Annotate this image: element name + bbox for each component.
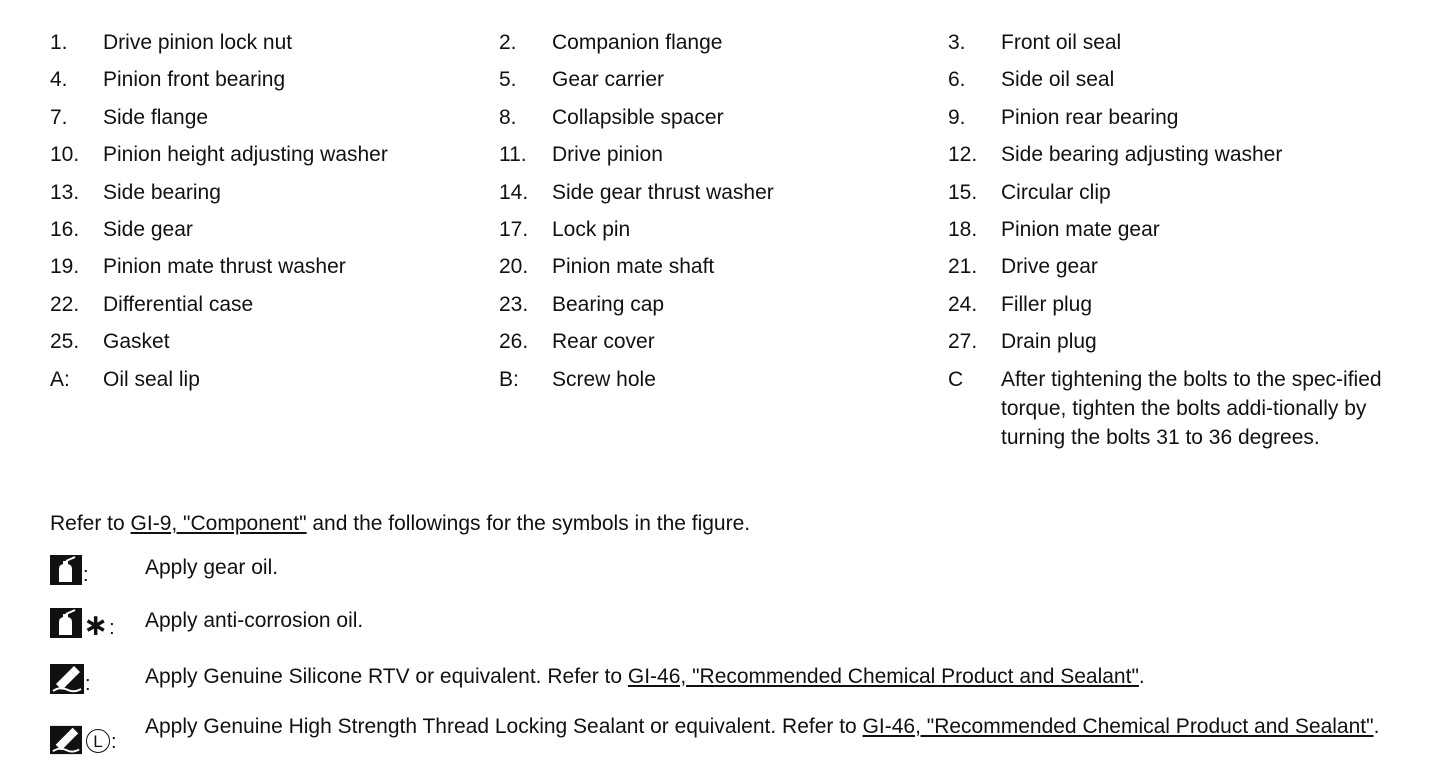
part-number: 20. — [499, 255, 529, 279]
gi-46-sealant-link-2[interactable]: GI-46, "Recommended Chemical Product and Sealant" — [862, 715, 1374, 738]
part-name: Side flange — [103, 105, 209, 129]
part-name: Side bearing — [103, 180, 221, 204]
symbol-row-silicone — [50, 662, 1385, 694]
part-item — [948, 290, 1386, 319]
symbol-reference-note — [50, 509, 750, 538]
part-item — [50, 103, 208, 132]
oil-can-icon — [50, 555, 82, 585]
parts-row — [50, 103, 1410, 140]
part-number: 7. — [50, 105, 68, 129]
part-name: Side gear — [103, 217, 193, 241]
part-item — [50, 327, 170, 356]
part-name: Pinion front bearing — [103, 68, 286, 92]
part-item — [948, 215, 1386, 244]
part-item — [499, 290, 664, 319]
part-name: Pinion rear bearing — [1001, 105, 1179, 129]
parts-row — [50, 365, 1410, 449]
silicone-text-main: Apply Genuine Silicone RTV or equivalent. Refer to — [145, 665, 628, 688]
symbol-row-thread-lock — [50, 712, 1385, 758]
part-item — [50, 140, 388, 169]
circled-l-icon: L — [86, 729, 110, 753]
part-name: After tightening the bolts to the spec-ified torque, tighten the bolts addi-tionally by turning the bolts 31 to 36 degrees. — [1001, 367, 1382, 449]
parts-row — [50, 252, 1410, 289]
oil-can-icon — [50, 608, 82, 638]
part-number: 1. — [50, 31, 68, 54]
parts-row — [50, 28, 1410, 65]
sealant-tube-icon — [50, 725, 82, 755]
part-item — [948, 178, 1386, 207]
part-name: Differential case — [103, 292, 254, 316]
part-item — [50, 252, 346, 281]
part-item — [499, 252, 714, 281]
part-name: Companion flange — [552, 31, 723, 54]
part-number: 5. — [499, 68, 517, 92]
part-item — [499, 140, 663, 169]
part-name: Drive pinion — [552, 143, 663, 167]
symbol-gear-oil — [50, 553, 145, 585]
part-item — [948, 327, 1386, 356]
part-number: 27. — [948, 330, 978, 354]
symbol-silicone — [50, 662, 145, 694]
symbol-colon: : — [83, 564, 89, 586]
part-number: 21. — [948, 255, 978, 279]
part-name: Side oil seal — [1001, 68, 1115, 92]
part-name: Filler plug — [1001, 292, 1093, 316]
part-item — [50, 65, 285, 94]
part-number: 23. — [499, 292, 529, 316]
symbol-colon: : — [111, 731, 117, 753]
parts-row — [50, 140, 1410, 177]
part-number: 9. — [948, 105, 966, 129]
symbol-colon: : — [85, 673, 91, 695]
part-name: Bearing cap — [552, 292, 665, 316]
part-item — [499, 365, 656, 394]
part-item — [499, 28, 722, 57]
part-item — [50, 290, 253, 319]
part-number: 12. — [948, 143, 978, 167]
asterisk-icon: ∗ — [83, 609, 109, 642]
gi-46-sealant-link[interactable]: GI-46, "Recommended Chemical Product and Sealant" — [627, 665, 1139, 688]
part-item — [499, 215, 630, 244]
parts-row — [50, 290, 1410, 327]
sealant-tube-icon — [50, 664, 84, 694]
part-item — [948, 140, 1386, 169]
part-item — [499, 327, 655, 356]
part-number: C — [948, 367, 964, 391]
part-number: 25. — [50, 330, 80, 354]
part-name: Drive pinion lock nut — [103, 31, 293, 54]
part-number: 6. — [948, 68, 966, 92]
part-item — [948, 365, 1386, 452]
parts-row — [50, 65, 1410, 102]
part-item — [948, 103, 1386, 132]
part-number: 18. — [948, 217, 978, 241]
part-name: Collapsible spacer — [552, 105, 724, 129]
part-name: Pinion mate thrust washer — [103, 255, 346, 279]
symbol-anti-corrosion — [50, 606, 145, 642]
gi-9-component-link[interactable]: GI-9, "Component" — [130, 512, 307, 535]
refer-prefix: Refer to — [50, 512, 131, 535]
part-name: Oil seal lip — [103, 367, 200, 391]
part-name: Drive gear — [1001, 255, 1098, 279]
part-number: 14. — [499, 180, 529, 204]
part-name: Side bearing adjusting washer — [1001, 143, 1283, 167]
part-item — [50, 178, 221, 207]
part-item — [499, 178, 774, 207]
part-item — [50, 28, 292, 57]
part-name: Drain plug — [1001, 330, 1097, 354]
part-item — [948, 252, 1386, 281]
thread-lock-text — [145, 712, 1385, 741]
part-number: 3. — [948, 31, 966, 54]
part-item — [948, 65, 1386, 94]
part-number: 2. — [499, 31, 517, 54]
parts-list — [50, 28, 1410, 449]
symbol-row-gear-oil — [50, 553, 1385, 585]
gear-oil-text: Apply gear oil. — [145, 556, 279, 579]
part-name: Gear carrier — [552, 68, 665, 92]
part-number: 16. — [50, 217, 80, 241]
part-number: 22. — [50, 292, 80, 316]
symbol-colon: : — [109, 617, 115, 639]
part-name: Side gear thrust washer — [552, 180, 774, 204]
part-number: 13. — [50, 180, 80, 204]
part-name: Circular clip — [1001, 180, 1111, 204]
part-number: 8. — [499, 105, 517, 129]
part-item — [499, 65, 664, 94]
part-name: Rear cover — [552, 330, 655, 354]
symbol-thread-lock — [50, 712, 145, 758]
part-name: Screw hole — [552, 367, 656, 391]
part-number: 17. — [499, 217, 529, 241]
silicone-text — [145, 662, 1385, 691]
part-item — [948, 28, 1386, 57]
thread-lock-text-end: . — [1373, 715, 1380, 738]
part-name: Pinion mate shaft — [552, 255, 715, 279]
part-item — [499, 103, 724, 132]
part-number: 26. — [499, 330, 529, 354]
part-number: 11. — [499, 143, 527, 167]
silicone-text-end: . — [1138, 665, 1145, 688]
part-number: 4. — [50, 68, 68, 92]
parts-row — [50, 178, 1410, 215]
part-number: 24. — [948, 292, 978, 316]
parts-row — [50, 327, 1410, 364]
part-name: Gasket — [103, 330, 170, 354]
part-number: 19. — [50, 255, 80, 279]
part-item — [50, 365, 200, 394]
parts-row — [50, 215, 1410, 252]
part-name: Front oil seal — [1001, 31, 1122, 54]
part-number: A: — [50, 367, 70, 391]
part-item — [50, 215, 193, 244]
refer-suffix: and the followings for the symbols in the figure. — [306, 512, 751, 535]
part-name: Lock pin — [552, 217, 631, 241]
part-number: 10. — [50, 143, 80, 167]
anti-corrosion-text: Apply anti-corrosion oil. — [145, 609, 364, 632]
part-number: B: — [499, 367, 519, 391]
symbol-row-anti-corrosion — [50, 606, 1385, 642]
thread-lock-text-main: Apply Genuine High Strength Thread Locking Sealant or equivalent. Refer to — [145, 715, 863, 738]
part-name: Pinion mate gear — [1001, 217, 1160, 241]
part-number: 15. — [948, 180, 978, 204]
part-name: Pinion height adjusting washer — [103, 143, 388, 167]
